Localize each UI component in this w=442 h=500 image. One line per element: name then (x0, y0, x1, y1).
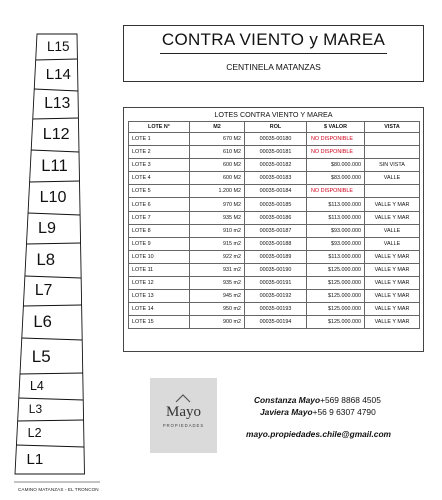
lot-label: L8 (36, 249, 55, 269)
rol-cell: 00035-00189 (245, 250, 307, 263)
lots-table-panel (123, 107, 424, 352)
table-row (129, 290, 420, 303)
project-subtitle: CENTINELA MATANZAS (226, 62, 321, 72)
lot-label: L15 (47, 39, 70, 55)
price-cell: $125.000.000 (307, 316, 365, 329)
table-row (129, 316, 420, 329)
lot-label: L6 (33, 311, 52, 331)
lote-cell: LOTE 15 (129, 316, 190, 329)
lote-cell: LOTE 11 (129, 263, 190, 276)
rol-cell: 00035-00190 (245, 263, 307, 276)
road-label: CAMINO MATANZAS - EL TRONCON (18, 487, 99, 492)
lote-cell: LOTE 4 (129, 172, 190, 185)
table-header-row (129, 122, 420, 133)
area-cell: 910 m2 (190, 224, 245, 237)
project-title: CONTRA VIENTO y MAREA (161, 30, 386, 49)
view-cell: VALLE Y MAR (365, 316, 420, 329)
area-cell: 915 m2 (190, 237, 245, 250)
rol-cell: 00035-00180 (245, 133, 307, 146)
table-row (129, 224, 420, 237)
table-row (129, 172, 420, 185)
area-cell: 931 m2 (190, 263, 245, 276)
lot-label: L10 (39, 188, 67, 207)
area-cell: 600 M2 (190, 172, 245, 185)
lote-cell: LOTE 8 (129, 224, 190, 237)
rol-cell: 00035-00194 (245, 316, 307, 329)
contact-name: Constanza Mayo (254, 395, 321, 405)
view-cell: VALLE Y MAR (365, 277, 420, 290)
price-cell: $125.000.000 (307, 290, 365, 303)
table-row (129, 237, 420, 250)
lot-label: L3 (28, 401, 43, 416)
column-header-m2: M2 (190, 122, 245, 133)
lote-cell: LOTE 12 (129, 277, 190, 290)
rol-cell: 00035-00188 (245, 237, 307, 250)
area-cell: 970 M2 (190, 198, 245, 211)
lote-cell: LOTE 9 (129, 237, 190, 250)
table-row (129, 133, 420, 146)
area-cell: 945 m2 (190, 290, 245, 303)
area-cell: 922 m2 (190, 250, 245, 263)
rol-cell: 00035-00185 (245, 198, 307, 211)
price-cell: $83.000.000 (307, 172, 365, 185)
view-cell: VALLE Y MAR (365, 250, 420, 263)
table-row (129, 198, 420, 211)
view-cell (365, 146, 420, 159)
price-cell: $113.000.000 (307, 211, 365, 224)
contact-email[interactable]: mayo.propiedades.chile@gmail.com (246, 429, 392, 439)
lot-label: L2 (27, 425, 42, 440)
table-row (129, 185, 420, 198)
area-cell: 670 M2 (190, 133, 245, 146)
table-row (129, 146, 420, 159)
rol-cell: 00035-00193 (245, 303, 307, 316)
price-cell: $113.000.000 (307, 250, 365, 263)
view-cell: VALLE Y MAR (365, 198, 420, 211)
area-cell: 935 m2 (190, 277, 245, 290)
area-cell: 1.200 M2 (190, 185, 245, 198)
lot-label: L14 (45, 65, 71, 83)
view-cell: VALLE Y MAR (365, 303, 420, 316)
column-header-lote: LOTE N° (129, 122, 190, 133)
contact-phone[interactable]: +569 8868 4505 (320, 395, 381, 405)
rol-cell: 00035-00191 (245, 277, 307, 290)
area-cell: 935 M2 (190, 211, 245, 224)
price-cell: NO DISPONIBLE (307, 146, 365, 159)
lot-label: L7 (34, 282, 53, 300)
view-cell: VALLE Y MAR (365, 211, 420, 224)
price-cell: $80.000.000 (307, 159, 365, 172)
view-cell: VALLE (365, 224, 420, 237)
lote-cell: LOTE 1 (129, 133, 190, 146)
lote-cell: LOTE 13 (129, 290, 190, 303)
lote-cell: LOTE 2 (129, 146, 190, 159)
lot-map (0, 0, 120, 500)
lote-cell: LOTE 7 (129, 211, 190, 224)
price-cell: $125.000.000 (307, 303, 365, 316)
lote-cell: LOTE 10 (129, 250, 190, 263)
view-cell: VALLE Y MAR (365, 290, 420, 303)
rol-cell: 00035-00187 (245, 224, 307, 237)
view-cell: SIN VISTA (365, 159, 420, 172)
table-row (129, 303, 420, 316)
column-header-valor: $ VALOR (307, 122, 365, 133)
area-cell: 950 m2 (190, 303, 245, 316)
lots-table (128, 121, 420, 329)
price-cell: $113.000.000 (307, 198, 365, 211)
area-cell: 900 m2 (190, 316, 245, 329)
rol-cell: 00035-00192 (245, 290, 307, 303)
price-cell: NO DISPONIBLE (307, 133, 365, 146)
brand-tagline: PROPIEDADES (162, 423, 205, 428)
lote-cell: LOTE 3 (129, 159, 190, 172)
table-row (129, 211, 420, 224)
contact-phone[interactable]: +56 9 6307 4790 (312, 407, 376, 417)
contact-constanza (254, 395, 381, 405)
view-cell: VALLE Y MAR (365, 263, 420, 276)
lot-label: L1 (26, 450, 44, 468)
lot-label: L13 (44, 95, 71, 113)
view-cell (365, 185, 420, 198)
price-cell: $125.000.000 (307, 277, 365, 290)
lot-label: L5 (31, 346, 51, 366)
title-underline (160, 53, 387, 54)
area-cell: 600 M2 (190, 159, 245, 172)
table-row (129, 277, 420, 290)
view-cell: VALLE (365, 172, 420, 185)
lote-cell: LOTE 14 (129, 303, 190, 316)
column-header-rol: ROL (245, 122, 307, 133)
rol-cell: 00035-00182 (245, 159, 307, 172)
lot-label: L9 (38, 219, 56, 238)
column-header-vista: VISTA (365, 122, 420, 133)
table-row (129, 250, 420, 263)
view-cell: VALLE (365, 237, 420, 250)
view-cell (365, 133, 420, 146)
rol-cell: 00035-00184 (245, 185, 307, 198)
table-row (129, 263, 420, 276)
rol-cell: 00035-00181 (245, 146, 307, 159)
rol-cell: 00035-00183 (245, 172, 307, 185)
price-cell: $93.000.000 (307, 237, 365, 250)
lote-cell: LOTE 5 (129, 185, 190, 198)
lot-label: L11 (41, 155, 68, 175)
area-cell: 610 M2 (190, 146, 245, 159)
price-cell: $93.000.000 (307, 224, 365, 237)
price-cell: $125.000.000 (307, 263, 365, 276)
table-row (129, 159, 420, 172)
rol-cell: 00035-00186 (245, 211, 307, 224)
lote-cell: LOTE 6 (129, 198, 190, 211)
contact-name: Javiera Mayo (260, 407, 313, 417)
lot-label: L12 (42, 125, 70, 144)
table-caption: LOTES CONTRA VIENTO Y MAREA (214, 110, 333, 119)
price-cell: NO DISPONIBLE (307, 185, 365, 198)
brand-name: Mayo (166, 404, 201, 420)
project-header (123, 25, 424, 82)
lot-label: L4 (30, 378, 44, 393)
contact-javiera (260, 407, 376, 417)
brand-card (150, 378, 217, 453)
